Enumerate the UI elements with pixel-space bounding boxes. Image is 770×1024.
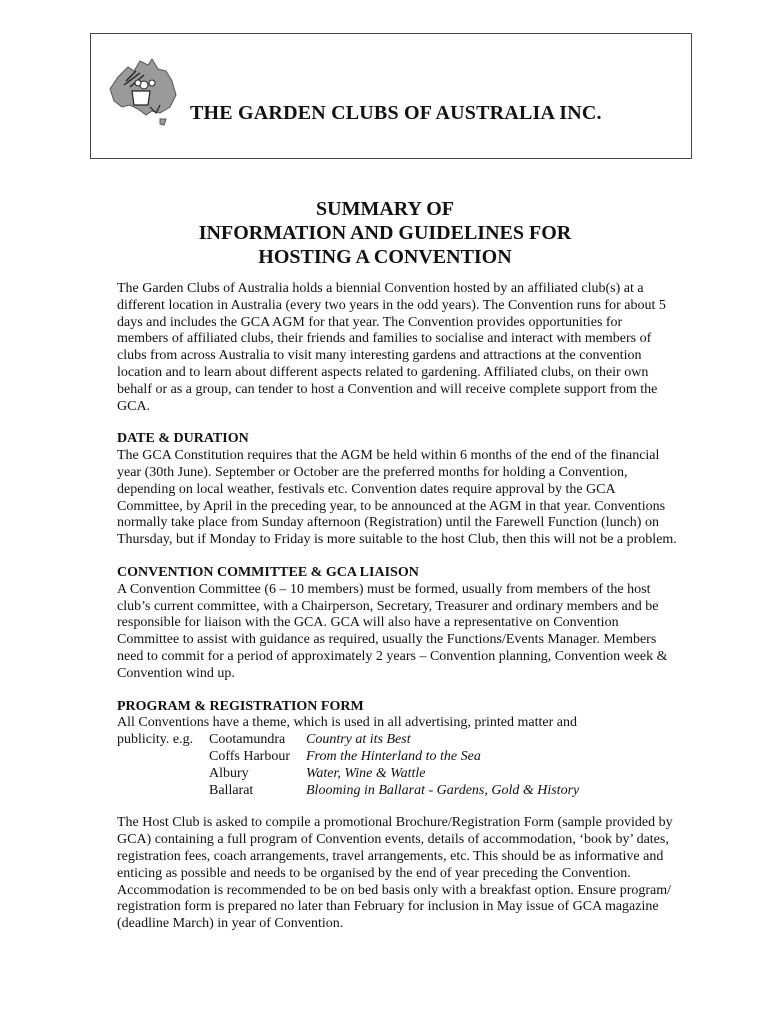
intro-paragraph: The Garden Clubs of Australia holds a biennial Convention hosted by an affiliated club(s) at a different location in Australia (every two years in the odd years). The Convention runs for about 5 days and includes the GCA AGM for that year. The Convention provides opportunities for members of affiliated clubs, their friends and families to socialise and interact with members of clubs from across Australia to visit many interesting gardens and attractions at the convention location and to learn about different aspects related to gardening. Affiliated clubs, on their own behalf or as a group, can tender to host a Convention and will receive complete support from the GCA. bbox=[117, 281, 666, 414]
australia-map-garden-logo-icon bbox=[100, 55, 190, 135]
example-row bbox=[117, 766, 677, 783]
title-line-1: SUMMARY OF bbox=[316, 198, 454, 220]
host-club-paragraph: The Host Club is asked to compile a promotional Brochure/Registration Form (sample provided by GCA) containing a full program of Convention events, details of accommodation, ‘book by’ dates, registration fees, coach arrangements, travel arrangements, etc. This should be as informative and enticing as possible and needs to be organised by the end of year preceding the Convention. Accommodation is recommended to be on bed basis only with a breakfast option. Ensure program/ registration form is prepared no later than February for inclusion in May issue of GCA magazine (deadline March) in year of Convention. bbox=[117, 815, 673, 932]
example-row bbox=[117, 783, 677, 800]
example-row bbox=[117, 732, 677, 749]
organisation-title: THE GARDEN CLUBS OF AUSTRALIA INC. bbox=[190, 102, 602, 124]
page-title bbox=[0, 197, 770, 269]
section-body: All Conventions have a theme, which is used in all advertising, printed matter and bbox=[117, 715, 577, 731]
example-place: Ballarat bbox=[209, 782, 254, 798]
section-program-registration bbox=[117, 699, 677, 800]
example-theme: From the Hinterland to the Sea bbox=[306, 748, 481, 764]
title-line-3: HOSTING A CONVENTION bbox=[258, 246, 512, 268]
example-lead: publicity. e.g. bbox=[117, 732, 194, 748]
section-heading: DATE & DURATION bbox=[117, 431, 249, 447]
section-date-duration bbox=[117, 431, 677, 549]
title-line-2: INFORMATION AND GUIDELINES FOR bbox=[198, 222, 572, 244]
section-heading: PROGRAM & REGISTRATION FORM bbox=[117, 698, 364, 714]
example-row bbox=[117, 749, 677, 766]
section-body: The GCA Constitution requires that the AGM be held within 6 months of the end of the financial year (30th June). September or October are the preferred months for holding a Convention, depending on local weather, festivals etc. Convention dates require approval by the GCA Committee, by April in the preceding year, to be announced at the AGM in that year. Conventions normally take place from Sunday afternoon (Registration) until the Farewell Function (lunch) on Thursday, but if Monday to Friday is more suitable to the host Club, then this will not be a problem. bbox=[117, 448, 677, 548]
example-place: Albury bbox=[209, 765, 249, 781]
section-heading: CONVENTION COMMITTEE & GCA LIAISON bbox=[117, 564, 419, 580]
example-place: Cootamundra bbox=[209, 732, 286, 748]
example-theme: Blooming in Ballarat - Gardens, Gold & History bbox=[306, 782, 580, 798]
example-place: Coffs Harbour bbox=[209, 748, 291, 764]
section-convention-committee bbox=[117, 565, 677, 683]
document-body bbox=[117, 281, 677, 933]
section-body: A Convention Committee (6 – 10 members) must be formed, usually from members of the host club’s current committee, with a Chairperson, Secretary, Treasurer and ordinary members and be responsible for liaison with the GCA. GCA will also have a representative on Convention Committee to assist with guidance as required, usually the Functions/Events Manager. Members need to commit for a period of approximately 2 years – Convention planning, Convention week & Convention wind up. bbox=[117, 581, 668, 681]
example-theme: Water, Wine & Wattle bbox=[306, 765, 426, 781]
example-theme: Country at its Best bbox=[306, 732, 411, 748]
